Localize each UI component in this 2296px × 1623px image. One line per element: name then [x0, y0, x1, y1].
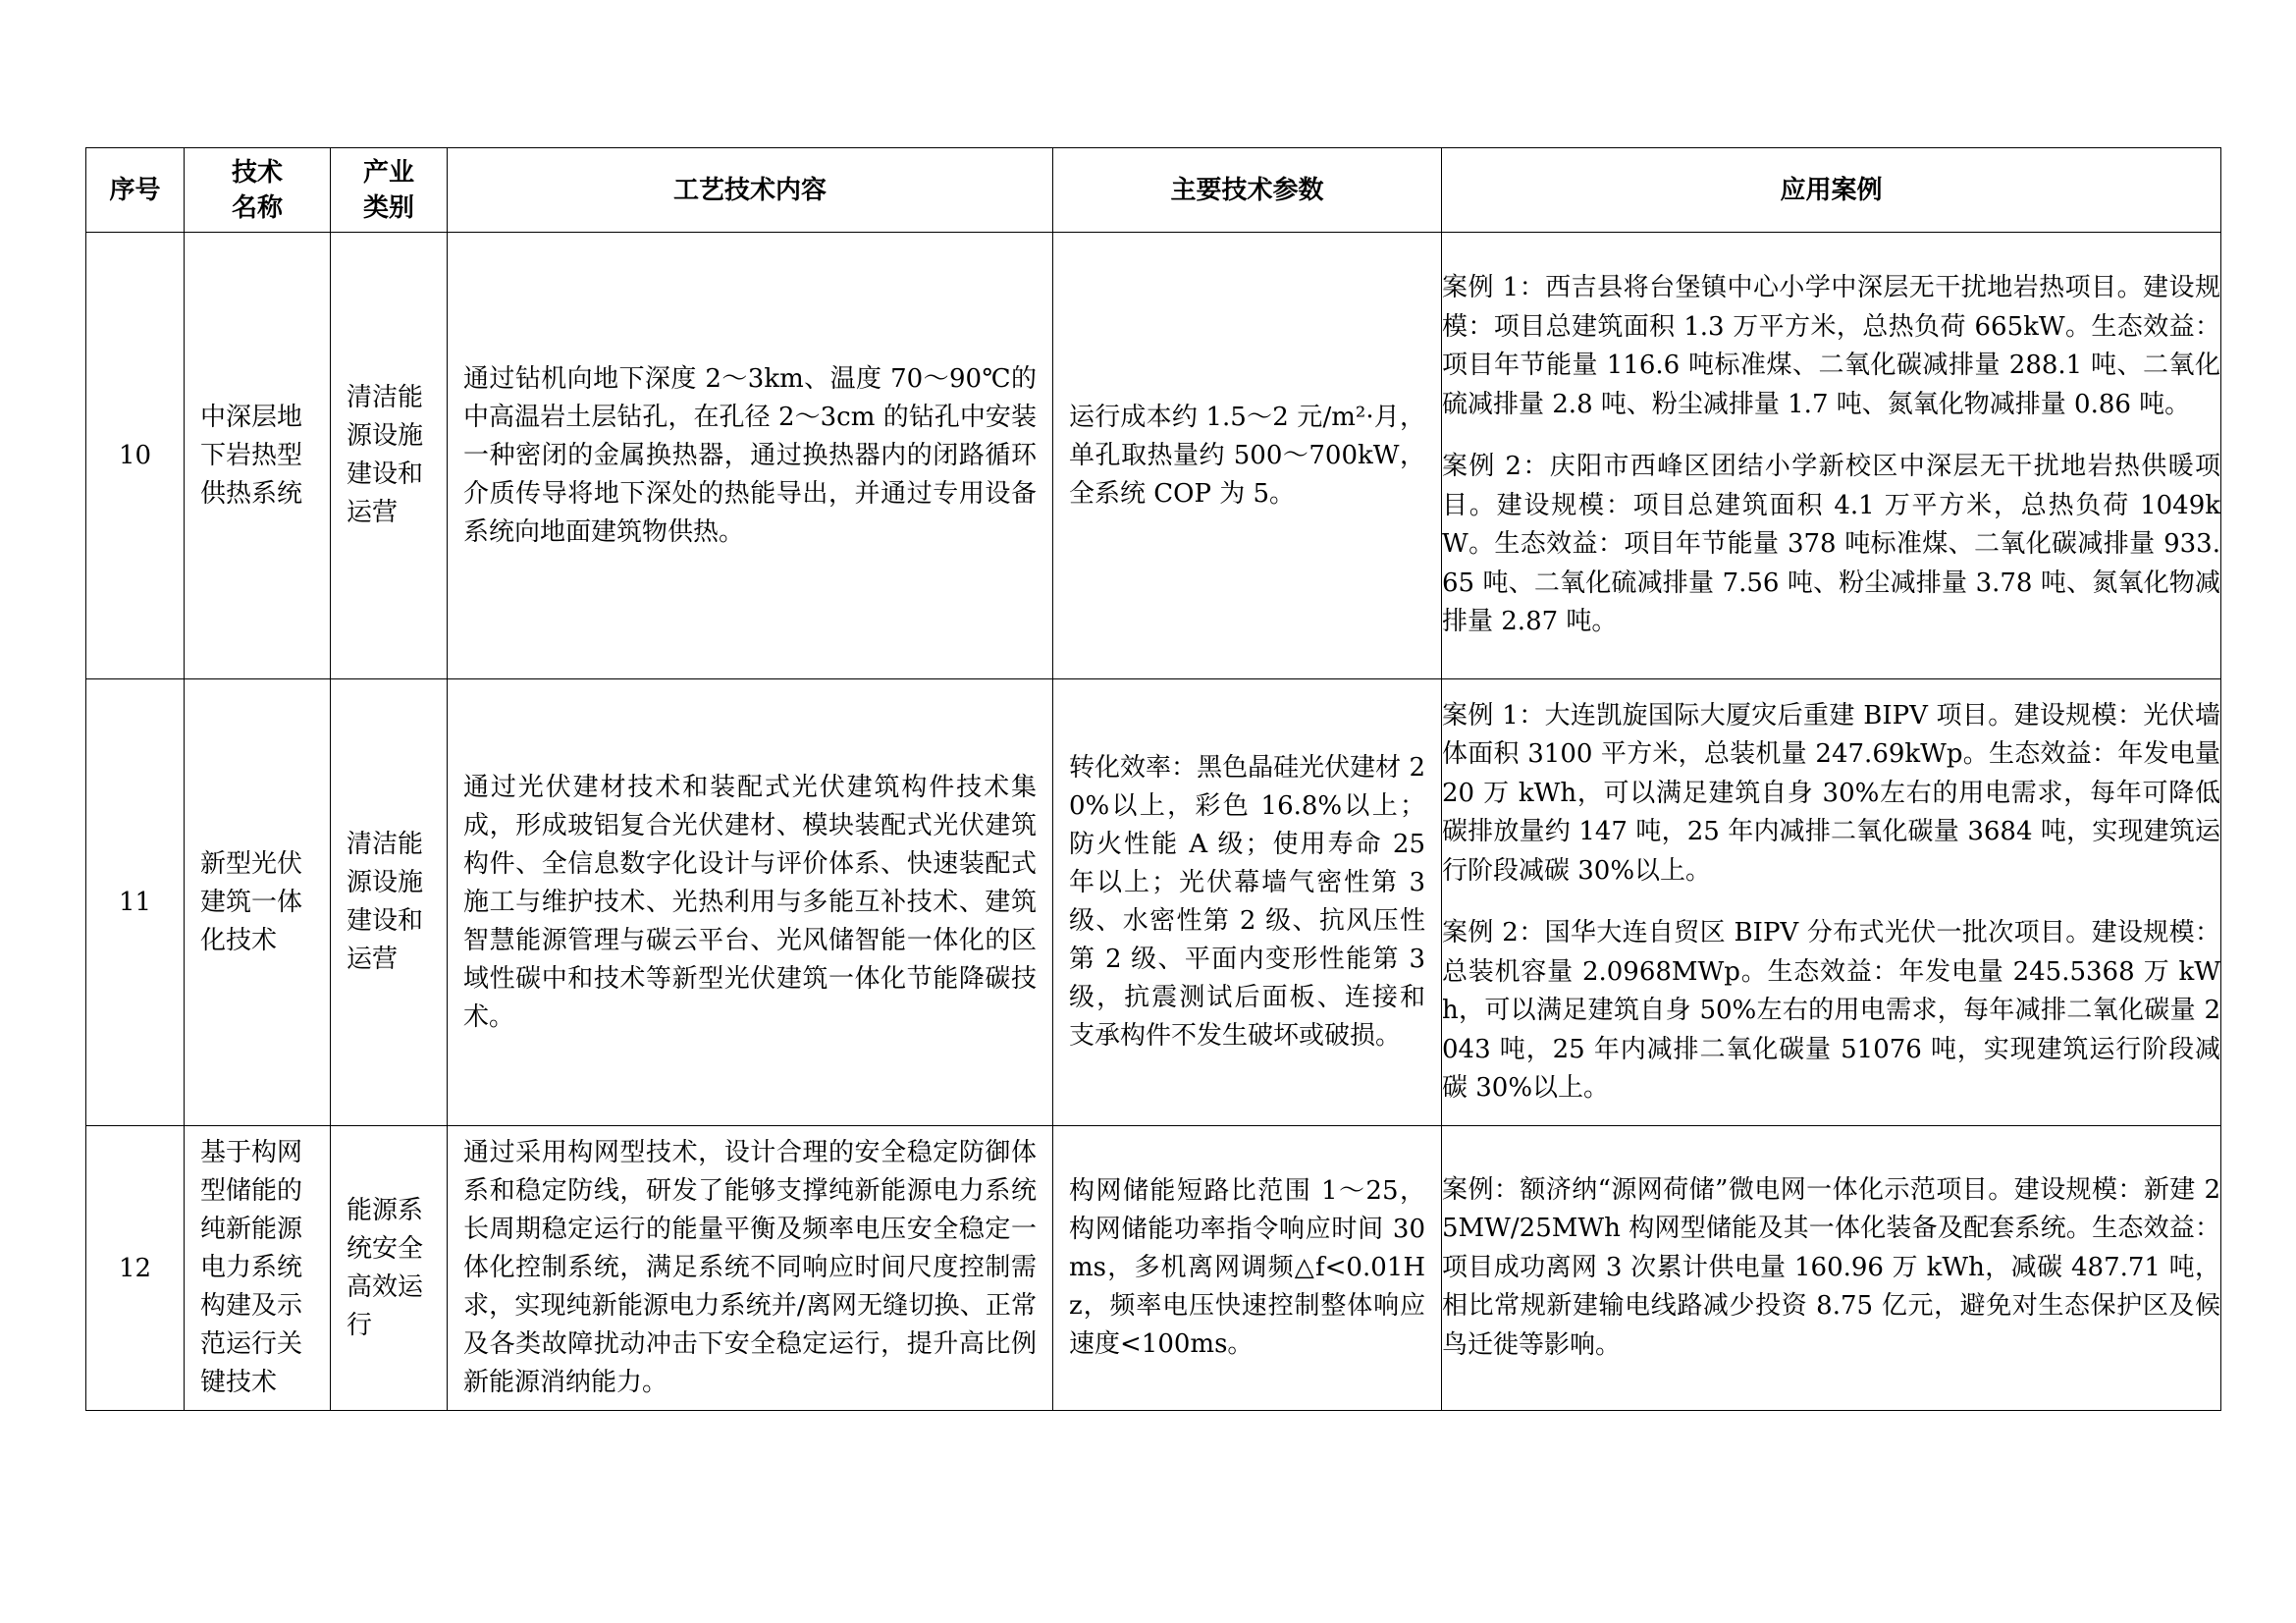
process-content: 通过光伏建材技术和装配式光伏建筑构件技术集成，形成玻铝复合光伏建材、模块装配式光伏建筑构件、全信息数字化设计与评价体系、快速装配式施工与维护技术、光热利用与多能互补技术、建筑智慧能源管理与碳云平台、光风储智能一体化的区域性碳中和技术等新型光伏建筑一体化节能降碳技术。	[463, 772, 1037, 1032]
process-content: 通过采用构网型技术，设计合理的安全稳定防御体系和稳定防线，研发了能够支撑纯新能源电力系统长周期稳定运行的能量平衡及频率电压安全稳定一体化控制系统，满足系统不同响应时间尺度控制需求，实现纯新能源电力系统并/离网无缝切换、正常及各类故障扰动冲击下安全稳定运行，提升高比例新能源消纳能力。	[463, 1138, 1037, 1397]
header-category-text: 产业 类别	[362, 157, 414, 223]
tech-name-cell	[185, 1126, 331, 1411]
application-case: 案例 1：西吉县将台堡镇中心小学中深层无干扰地岩热项目。建设规模：项目总建筑面积 1.3 万平方米，总热负荷 665kW。生态效益：项目年节能量 116.6 吨标准煤、二氧化碳减排量 288.1 吨、二氧化硫减排量 2.8 吨、粉尘减排量 1.7 吨、氮氧化物减排量 0.86 吨。	[1442, 273, 2220, 419]
header-tech-name-text: 技术 名称	[231, 157, 283, 223]
tech-name: 中深层地下岩热型供热系统	[200, 402, 303, 509]
tech-name-cell	[185, 679, 331, 1126]
header-params: 主要技术参数	[1053, 148, 1442, 233]
category-cell	[331, 233, 448, 679]
header-process: 工艺技术内容	[448, 148, 1053, 233]
tech-name: 基于构网型储能的纯新能源电力系统构建及示范运行关键技术	[200, 1138, 303, 1397]
tech-name-cell	[185, 233, 331, 679]
params-cell	[1053, 233, 1442, 679]
process-cell	[448, 679, 1053, 1126]
cases-cell	[1442, 233, 2221, 679]
category-cell	[331, 679, 448, 1126]
cases-cell	[1442, 1126, 2221, 1411]
header-category	[331, 148, 448, 233]
params-cell	[1053, 1126, 1442, 1411]
tech-params: 转化效率：黑色晶硅光伏建材 20%以上，彩色 16.8%以上；防火性能 A 级；使用寿命 25 年以上；光伏幕墙气密性第 3 级、水密性第 2 级、抗风压性第 2 级、平面内变形性能第 3 级，抗震测试后面板、连接和支承构件不发生破坏或破损。	[1069, 753, 1425, 1051]
industry-category: 能源系统安全高效运行	[347, 1195, 424, 1340]
category-cell	[331, 1126, 448, 1411]
application-case: 案例 2：国华大连自贸区 BIPV 分布式光伏一批次项目。建设规模：总装机容量 2.0968MWp。生态效益：年发电量 245.5368 万 kWh，可以满足建筑自身 50%左右的用电需求，每年减排二氧化碳量 2043 吨，25 年内减排二氧化碳量 51076 吨，实现建筑运行阶段减碳 30%以上。	[1442, 918, 2220, 1103]
tech-params: 运行成本约 1.5～2 元/m²·月，单孔取热量约 500～700kW，全系统 COP 为 5。	[1069, 402, 1425, 509]
industry-category: 清洁能源设施建设和运营	[347, 383, 424, 527]
row-number: 10	[86, 233, 185, 679]
table-row	[86, 233, 2221, 679]
technology-table	[85, 147, 2221, 1411]
header-cases: 应用案例	[1442, 148, 2221, 233]
tech-name: 新型光伏建筑一体化技术	[200, 848, 303, 955]
application-case: 案例：额济纳“源网荷储”微电网一体化示范项目。建设规模：新建 25MW/25MWh 构网型储能及其一体化装备及配套系统。生态效益：项目成功离网 3 次累计供电量 160.96 万 kWh，减碳 487.71 吨，相比常规新建输电线路减少投资 8.75 亿元，避免对生态保护区及候鸟迁徙等影响。	[1442, 1174, 2220, 1360]
header-tech-name	[185, 148, 331, 233]
row-number: 12	[86, 1126, 185, 1411]
table-row	[86, 679, 2221, 1126]
application-case: 案例 2：庆阳市西峰区团结小学新校区中深层无干扰地岩热供暖项目。建设规模：项目总建筑面积 4.1 万平方米，总热负荷 1049kW。生态效益：项目年节能量 378 吨标准煤、二氧化碳减排量 933.65 吨、二氧化硫减排量 7.56 吨、粉尘减排量 3.78 吨、氮氧化物减排量 2.87 吨。	[1442, 452, 2220, 637]
table-header-row	[86, 148, 2221, 233]
process-cell	[448, 1126, 1053, 1411]
process-cell	[448, 233, 1053, 679]
header-no: 序号	[86, 148, 185, 233]
tech-params: 构网储能短路比范围 1～25，构网储能功率指令响应时间 30ms，多机离网调频△f<0.01Hz，频率电压快速控制整体响应速度<100ms。	[1069, 1176, 1425, 1359]
industry-category: 清洁能源设施建设和运营	[347, 830, 424, 974]
table-row	[86, 1126, 2221, 1411]
process-content: 通过钻机向地下深度 2～3km、温度 70～90℃的中高温岩土层钻孔，在孔径 2～3cm 的钻孔中安装一种密闭的金属换热器，通过换热器内的闭路循环介质传导将地下深处的热能导出，并通过专用设备系统向地面建筑物供热。	[463, 363, 1037, 547]
cases-cell	[1442, 679, 2221, 1126]
params-cell	[1053, 679, 1442, 1126]
application-case: 案例 1：大连凯旋国际大厦灾后重建 BIPV 项目。建设规模：光伏墙体面积 3100 平方米，总装机量 247.69kWp。生态效益：年发电量 20 万 kWh，可以满足建筑自身 30%左右的用电需求，每年可降低碳排放量约 147 吨，25 年内减排二氧化碳量 3684 吨，实现建筑运行阶段减碳 30%以上。	[1442, 700, 2220, 886]
row-number: 11	[86, 679, 185, 1126]
